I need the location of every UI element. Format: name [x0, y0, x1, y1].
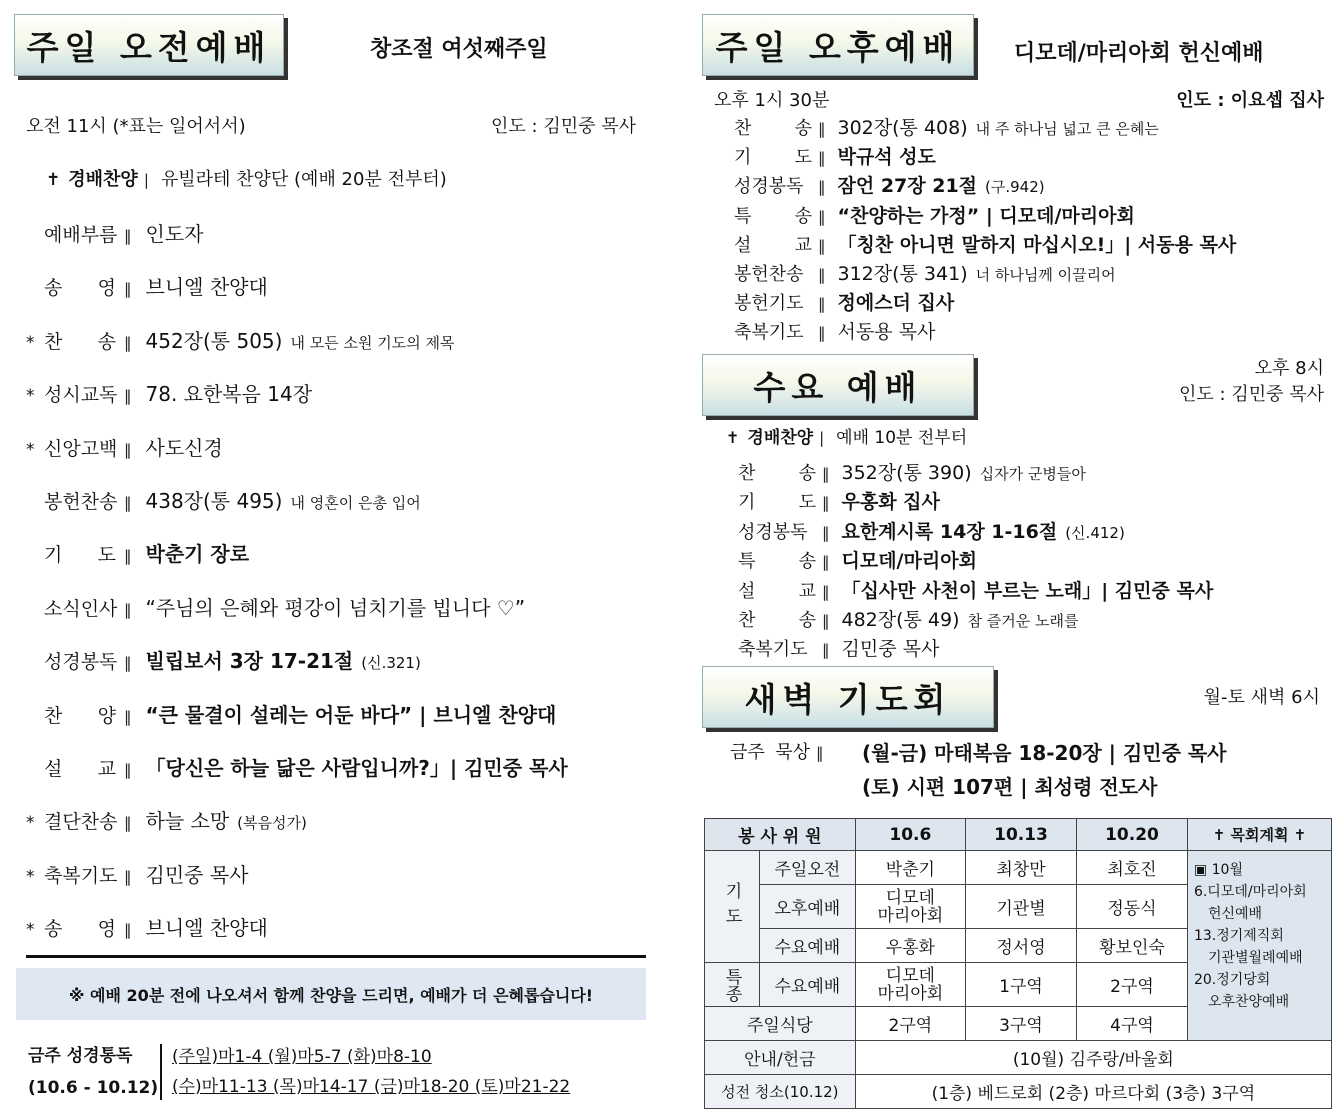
table-header-date: 10.20 — [1076, 819, 1187, 851]
table-cell: 박춘기 — [855, 851, 965, 885]
order-label: 축복기도 — [738, 639, 808, 661]
reading-dates: (10.6 - 10.12) — [28, 1078, 159, 1098]
standing-mark: * — [26, 439, 35, 460]
order-row — [734, 259, 1116, 286]
order-label: 성시교독 — [44, 384, 118, 407]
table-cell: (10월) 김주랑/바울회 — [855, 1041, 1331, 1075]
separator: ‖ — [822, 641, 830, 660]
order-label: 찬 송 — [734, 118, 812, 139]
afternoon-subtitle: 디모데/마리아회 헌신예배 — [1014, 41, 1264, 66]
order-note: (신.412) — [1065, 523, 1125, 542]
separator: ‖ — [818, 266, 826, 284]
table-cell: (1층) 베드로회 (2층) 마르다회 (3층) 3구역 — [855, 1075, 1331, 1109]
order-row — [734, 201, 1135, 228]
prayer-group-label: 기도 — [705, 851, 760, 963]
wed-prelude-sep: | — [819, 429, 825, 447]
order-value: 사도신경 — [145, 435, 223, 460]
separator: ‖ — [818, 149, 826, 168]
order-row — [738, 458, 1086, 485]
row-name: 수요예배 — [760, 929, 856, 963]
order-label: 축복기도 — [44, 864, 118, 887]
order-row — [26, 378, 312, 407]
order-row — [26, 699, 556, 728]
order-note: 너 하나님께 이끌리어 — [975, 266, 1116, 284]
reading-bar — [160, 1044, 162, 1100]
order-label: 성경봉독 — [44, 651, 118, 674]
prelude-label: 경배찬양 — [68, 169, 138, 190]
pastoral-plan — [1187, 851, 1331, 1041]
order-value: 빌립보서 3장 17-21절 — [145, 649, 354, 674]
order-value: 김민중 목사 — [145, 862, 249, 887]
order-note: (복음성가) — [237, 814, 307, 833]
separator: ‖ — [818, 120, 826, 138]
standing-mark: * — [26, 332, 35, 353]
dawn-line-2: (토) 시편 107편 | 최성령 전도사 — [862, 775, 1158, 799]
order-label: 예배부름 — [44, 224, 118, 246]
order-value: 우홍화 집사 — [841, 491, 940, 514]
order-label: 찬 송 — [44, 330, 116, 353]
reading-line-2: (수)마11-13 (목)마14-17 (금)마18-20 (토)마21-22 — [172, 1077, 571, 1097]
standing-mark: * — [26, 386, 35, 407]
table-cell: 1구역 — [966, 963, 1077, 1007]
row-name: 오후예배 — [760, 885, 856, 929]
order-row — [26, 325, 454, 354]
order-row — [26, 912, 268, 941]
order-label: 기 도 — [734, 147, 812, 169]
order-label: 결단찬송 — [44, 811, 118, 834]
order-label: 기 도 — [44, 544, 116, 567]
service-table — [704, 818, 1332, 1109]
order-value: 브니엘 찬양대 — [145, 275, 268, 300]
afternoon-time: 오후 1시 30분 — [714, 90, 830, 111]
row-name: 안내/헌금 — [705, 1041, 856, 1075]
separator: ‖ — [124, 867, 132, 886]
row-name: 주일오전 — [760, 851, 856, 885]
order-value: 482장(통 49) — [841, 609, 960, 631]
table-cell: 정동식 — [1076, 885, 1187, 929]
morning-prelude — [46, 165, 447, 191]
notice-banner: ※ 예배 20분 전에 나오셔서 함께 찬양을 드리면, 예배가 더 은혜롭습니다! — [16, 968, 646, 1020]
order-label: 찬 송 — [738, 463, 816, 484]
table-cell: 2구역 — [855, 1007, 965, 1041]
table-cell: 황보인숙 — [1076, 929, 1187, 963]
order-row — [738, 487, 940, 514]
wed-prelude-label: 경배찬양 — [747, 428, 814, 448]
cross-icon: ✝ — [726, 428, 740, 447]
order-note: 내 주 하나님 넓고 큰 은혜는 — [975, 120, 1159, 138]
separator: ‖ — [124, 280, 132, 299]
dawn-row — [730, 738, 836, 764]
separator: ‖ — [124, 654, 132, 673]
separator: ‖ — [818, 236, 826, 255]
standing-mark: * — [26, 813, 35, 834]
order-row — [738, 605, 1078, 632]
wednesday-leader: 인도 : 김민중 목사 — [1179, 384, 1324, 405]
separator: ‖ — [822, 582, 830, 601]
dawn-title: 새벽 기도회 — [702, 666, 994, 728]
table-cell: 4구역 — [1076, 1007, 1187, 1041]
table-header-label: 봉 사 위 원 — [705, 819, 856, 851]
order-note: 내 영혼이 은총 입어 — [290, 494, 421, 512]
order-note: 참 즐거운 노래를 — [967, 612, 1079, 630]
separator: ‖ — [124, 547, 132, 566]
order-row — [26, 752, 568, 781]
morning-title: 주일 오전예배 — [14, 14, 284, 76]
cross-icon: ✝ — [46, 170, 61, 190]
wednesday-time: 오후 8시 — [1254, 358, 1324, 379]
separator: ‖ — [124, 600, 132, 619]
order-value: 박규석 성도 — [837, 146, 936, 169]
plan-line: 기관별월례예배 — [1207, 950, 1303, 966]
morning-time-row — [26, 112, 636, 138]
table-cell: 최창만 — [966, 851, 1077, 885]
separator: ‖ — [818, 178, 826, 197]
wednesday-title: 수요 예배 — [702, 354, 974, 416]
order-row — [734, 317, 935, 344]
morning-leader: 인도 : 김민중 목사 — [491, 116, 636, 137]
table-header-date: 10.13 — [966, 819, 1077, 851]
wednesday-info — [1179, 356, 1324, 408]
order-row — [738, 576, 1213, 603]
order-value: 「칭찬 아니면 말하지 마십시오!」| 서동용 목사 — [837, 233, 1237, 256]
order-row — [26, 805, 307, 834]
order-label: 특 송 — [738, 551, 816, 573]
separator: ‖ — [822, 553, 830, 572]
order-note: (구.942) — [985, 178, 1045, 197]
afternoon-title: 주일 오후예배 — [702, 14, 974, 76]
table-cell: 우홍화 — [855, 929, 965, 963]
separator: ‖ — [822, 465, 830, 483]
morning-time: 오전 11시 (*표는 일어서서) — [26, 116, 246, 137]
plan-line: 13.정기제직회 — [1193, 928, 1284, 944]
standing-mark: * — [26, 920, 35, 941]
separator: ‖ — [818, 207, 826, 226]
table-cell: 3구역 — [966, 1007, 1077, 1041]
morning-subtitle: 창조절 여섯째주일 — [370, 37, 548, 62]
separator: ‖ — [124, 440, 132, 459]
separator: ‖ — [818, 324, 826, 343]
order-label: 신앙고백 — [44, 437, 118, 460]
order-value: 인도자 — [145, 222, 204, 246]
order-row — [26, 485, 421, 514]
order-label: 봉헌기도 — [734, 293, 804, 315]
order-note: 십자가 군병들아 — [979, 465, 1086, 483]
order-value: 하늘 소망 — [145, 809, 230, 834]
order-row — [26, 432, 223, 461]
reading-line-1: (주일)마1-4 (월)마5-7 (화)마8-10 — [172, 1047, 432, 1067]
separator: ‖ — [124, 921, 132, 940]
order-value: 정에스더 집사 — [837, 292, 955, 315]
order-value: 서동용 목사 — [837, 321, 936, 344]
order-row — [734, 142, 936, 169]
order-row — [26, 645, 421, 674]
standing-mark: * — [26, 866, 35, 887]
separator: ‖ — [124, 707, 132, 726]
dawn-sep: ‖ — [816, 744, 824, 762]
order-row — [26, 859, 248, 888]
reading-label: 금주 성경통독 — [28, 1046, 133, 1066]
order-value: 「십사만 사천이 부르는 노래」| 김민중 목사 — [841, 579, 1214, 602]
order-row — [26, 592, 525, 621]
separator: ‖ — [124, 227, 132, 245]
order-label: 찬 양 — [44, 704, 116, 727]
wednesday-prelude — [726, 423, 967, 448]
order-value: 438장(통 495) — [145, 489, 283, 513]
order-label: 축복기도 — [734, 322, 804, 344]
table-cell: 디모데 마리아회 — [855, 885, 965, 929]
order-value: “주님의 은혜와 평강이 넘치기를 빕니다 ♡” — [145, 595, 526, 620]
order-value: 박춘기 장로 — [145, 542, 250, 567]
order-value: “큰 물결이 설레는 어둔 바다” | 브니엘 찬양대 — [145, 702, 557, 727]
separator: ‖ — [124, 494, 132, 512]
table-cell: 최호진 — [1076, 851, 1187, 885]
order-row — [738, 517, 1125, 544]
order-row — [26, 218, 203, 247]
row-name: 성전 청소(10.12) — [705, 1075, 856, 1109]
separator: ‖ — [124, 333, 132, 352]
table-cell: 2구역 — [1076, 963, 1187, 1007]
order-value: 김민중 목사 — [841, 638, 940, 661]
order-value: 브니엘 찬양대 — [145, 916, 268, 941]
table-cell: 디모데 마리아회 — [855, 963, 965, 1007]
order-label: 설 교 — [734, 234, 812, 256]
order-row — [734, 113, 1159, 140]
special-group-label: 특종 — [705, 963, 760, 1007]
order-value: 요한계시록 14장 1-16절 — [841, 520, 1058, 543]
prelude-value: 유빌라테 찬양단 (예배 20분 전부터) — [160, 169, 447, 190]
order-value: “찬양하는 가정” | 디모데/마리아회 — [837, 204, 1135, 227]
afternoon-leader: 인도 : 이요셉 집사 — [1176, 90, 1324, 111]
order-value: 「당신은 하늘 닮은 사람입니까?」| 김민중 목사 — [145, 756, 568, 780]
dawn-line-1: (월-금) 마태복음 18-20장 | 김민중 목사 — [862, 741, 1227, 765]
order-label: 설 교 — [738, 580, 816, 602]
order-label: 특 송 — [734, 205, 812, 227]
order-label: 소식인사 — [44, 597, 118, 620]
order-row — [734, 288, 954, 315]
separator: ‖ — [822, 612, 830, 630]
table-cell: 기관별 — [966, 885, 1077, 929]
order-label: 찬 송 — [738, 610, 816, 631]
order-label: 봉헌찬송 — [734, 264, 804, 285]
order-label: 성경봉독 — [734, 176, 804, 198]
order-value: 잠언 27장 21절 — [837, 175, 978, 198]
wed-prelude-value: 예배 10분 전부터 — [836, 428, 968, 448]
bible-reading — [28, 1040, 158, 1104]
dawn-label: 금주 묵상 — [730, 742, 810, 763]
separator: ‖ — [124, 387, 132, 406]
order-label: 송 영 — [44, 918, 116, 941]
afternoon-time-row — [714, 86, 1324, 112]
divider — [26, 955, 646, 958]
order-label: 기 도 — [738, 492, 816, 514]
row-name: 수요예배 — [760, 963, 856, 1007]
order-note: (신.321) — [361, 654, 421, 673]
order-label: 설 교 — [44, 758, 116, 780]
order-row — [738, 546, 977, 573]
table-cell: 정서영 — [966, 929, 1077, 963]
plan-line: 오후찬양예배 — [1207, 994, 1290, 1010]
order-row — [26, 538, 249, 567]
order-note: 내 모든 소원 기도의 제목 — [290, 333, 455, 352]
order-value: 452장(통 505) — [145, 328, 283, 353]
order-row — [734, 230, 1236, 257]
order-label: 봉헌찬송 — [44, 491, 118, 513]
order-value: 78. 요한복음 14장 — [145, 382, 313, 407]
dawn-lines — [862, 736, 1227, 804]
separator: ‖ — [822, 494, 830, 513]
separator: ‖ — [124, 761, 132, 779]
order-row — [734, 171, 1045, 198]
order-value: 312장(통 341) — [837, 263, 968, 285]
reading-lines — [172, 1042, 570, 1102]
plan-line: 20.정기당회 — [1193, 972, 1271, 988]
plan-line: 헌신예배 — [1207, 906, 1263, 922]
separator: ‖ — [822, 523, 830, 542]
plan-header: ✝ 목회계획 ✝ — [1187, 819, 1331, 851]
order-row — [738, 634, 939, 661]
order-value: 352장(통 390) — [841, 462, 972, 484]
row-name: 주일식당 — [705, 1007, 856, 1041]
order-value: 디모데/마리아회 — [841, 550, 977, 573]
separator: ‖ — [124, 814, 132, 833]
order-label: 성경봉독 — [738, 521, 808, 543]
order-label: 송 영 — [44, 277, 116, 300]
plan-line: 6.디모데/마리아회 — [1193, 884, 1307, 900]
table-header-date: 10.6 — [855, 819, 965, 851]
plan-month: ▣ 10월 — [1193, 862, 1243, 878]
order-row — [26, 271, 268, 300]
prelude-sep: | — [143, 171, 149, 189]
order-value: 302장(통 408) — [837, 117, 968, 139]
dawn-time: 월-토 새벽 6시 — [1203, 687, 1320, 708]
separator: ‖ — [818, 295, 826, 314]
